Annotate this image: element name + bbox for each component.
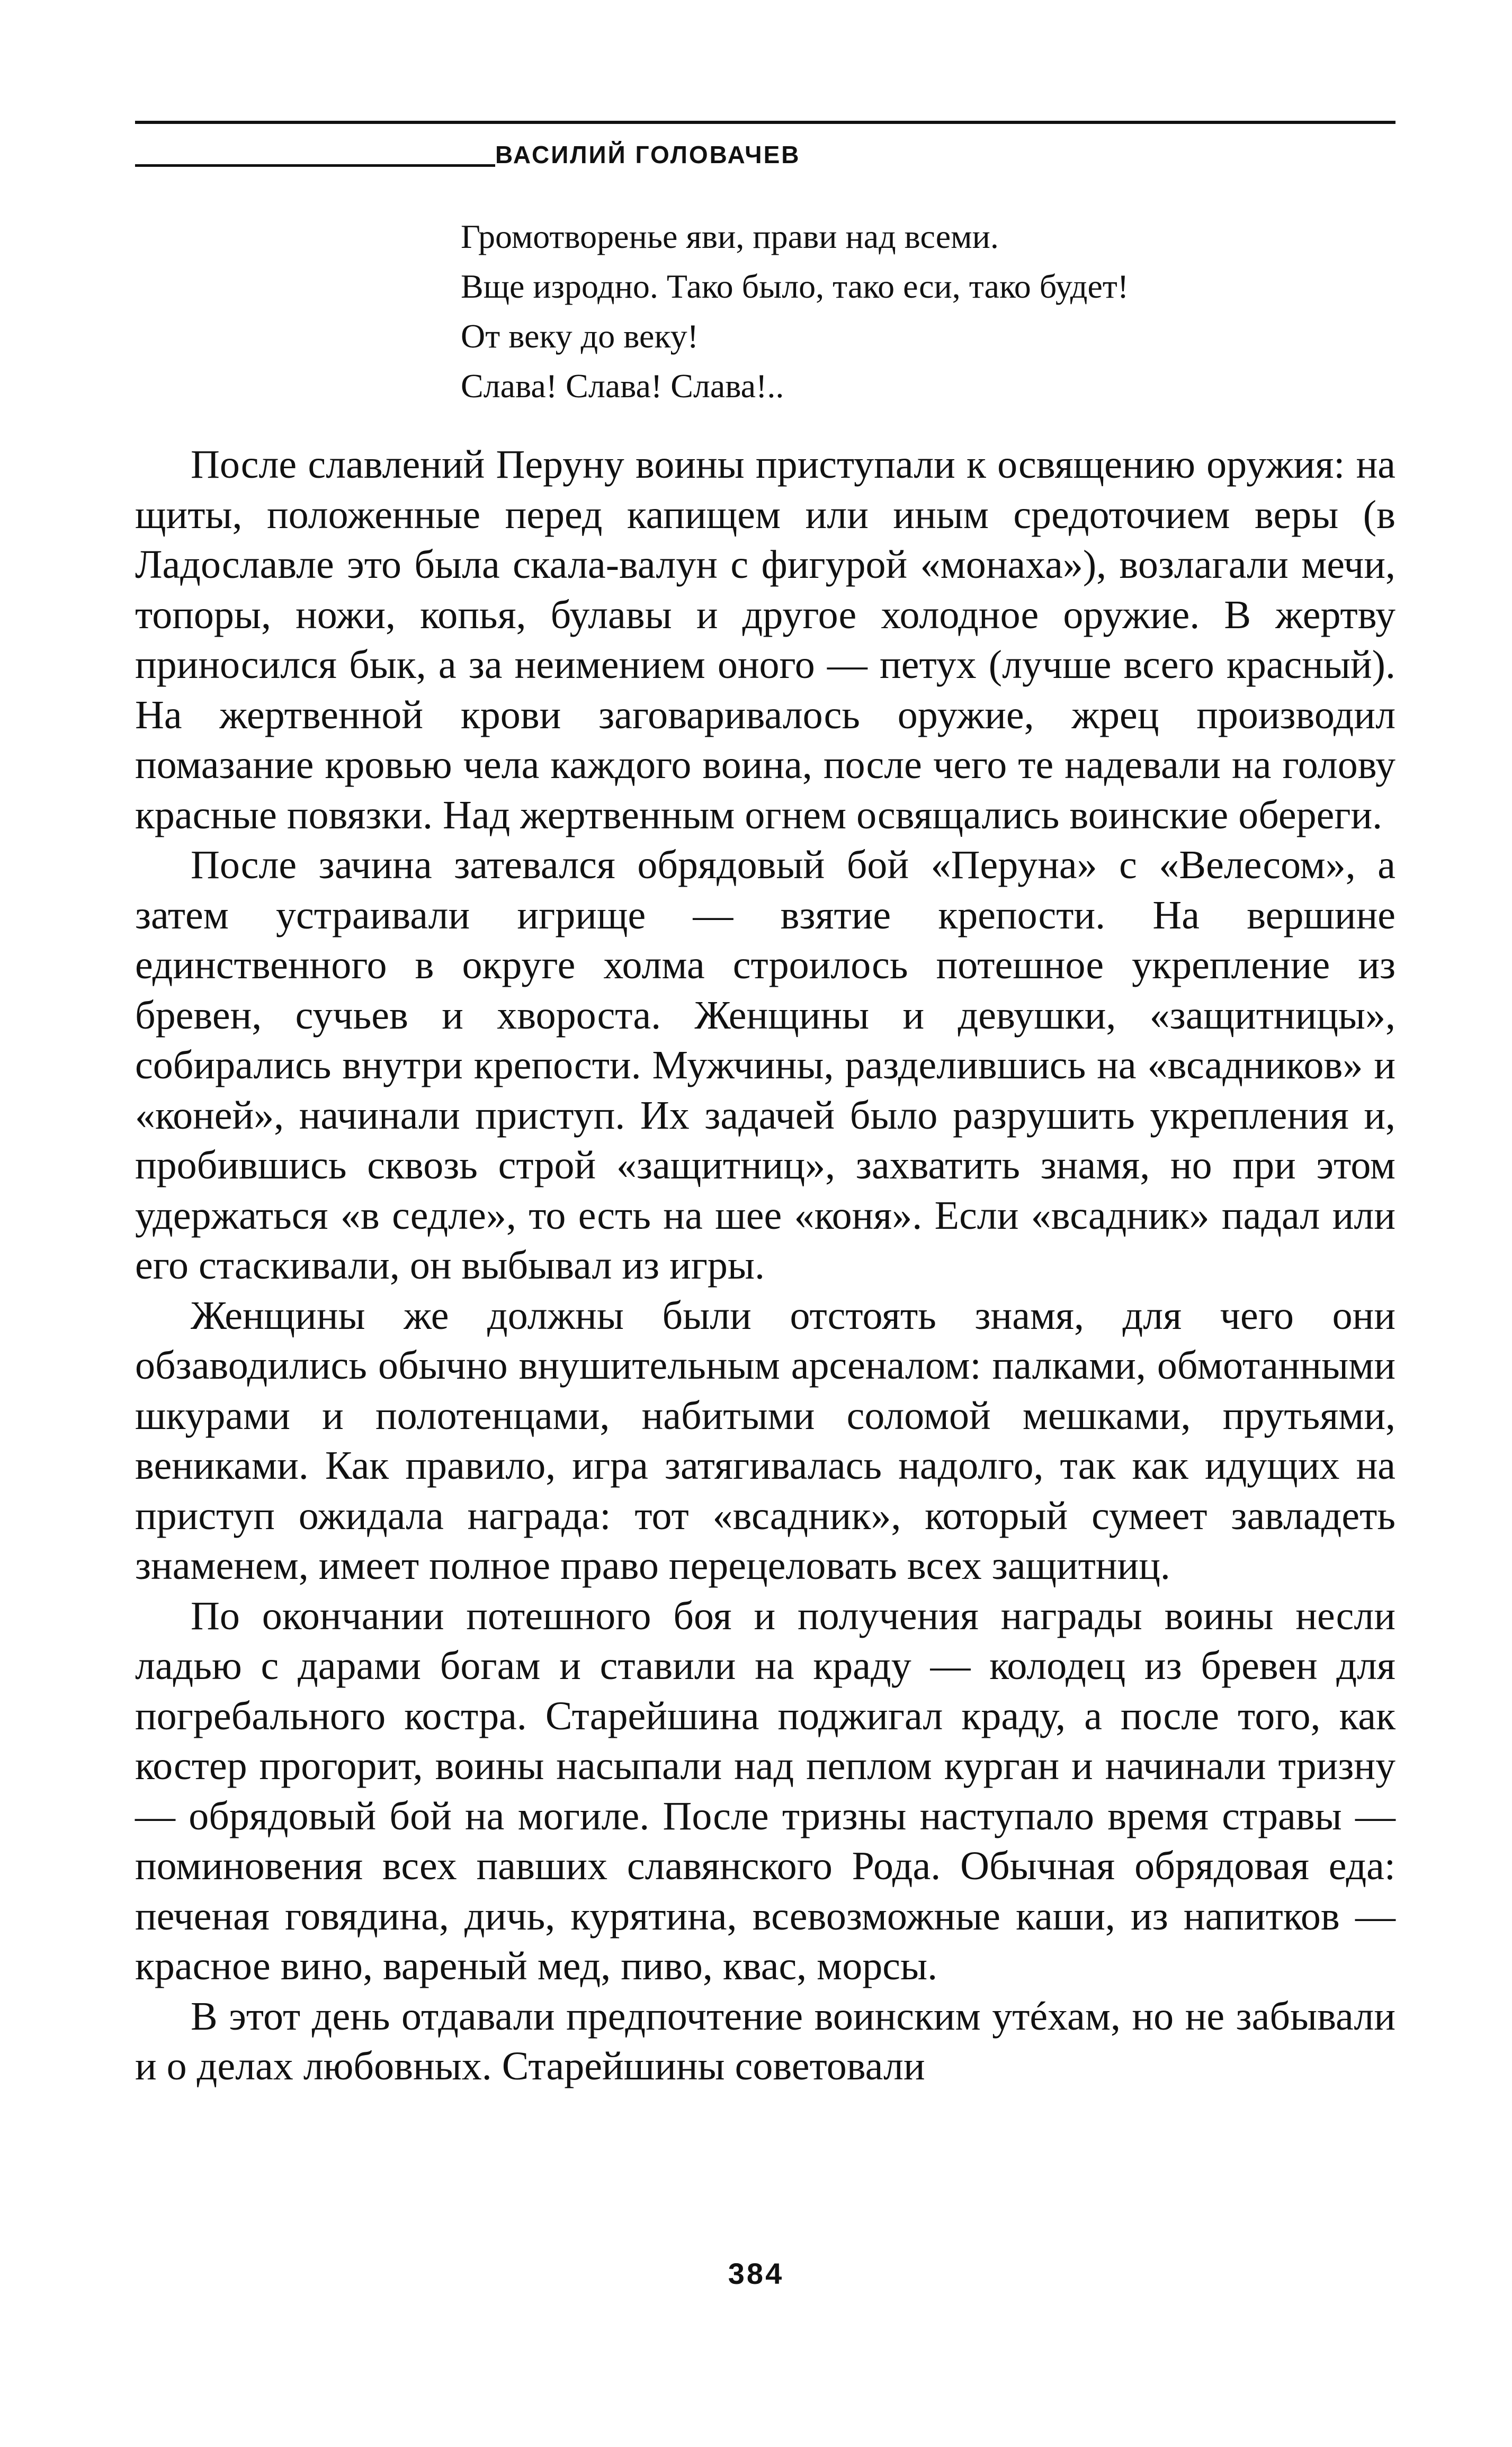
verse-line: Громотворенье яви, прави над всеми. xyxy=(461,218,999,255)
body-text xyxy=(135,440,1395,2092)
verse-line: Слава! Слава! Слава!.. xyxy=(461,367,784,405)
verse-block xyxy=(461,212,1393,411)
verse-line: От веку до веку! xyxy=(461,317,699,355)
page-header xyxy=(135,139,1395,176)
paragraph: В этот день отдавали предпочтение воинским утéхам, но не забывали и о делах любовных. Старейшины советовали xyxy=(135,1994,1395,2088)
paragraph: По окончании потешного боя и получения награды воины несли ладью с дарами богам и ставили на краду — колодец из бревен для погребального костра. Старейшина поджигал краду, а после того, как костер прогорит, воины насыпали над пеплом курган и начинали тризну — обрядовый бой на могиле. После тризны наступало время стравы — поминовения всех павших славянского Рода. Обычная обрядовая еда: печеная говядина, дичь, курятина, всевозможные каши, из напитков — красное вино, вареный мед, пиво, квас, морсы. xyxy=(135,1593,1395,1988)
paragraph: Женщины же должны были отстоять знамя, для чего они обзаводились обычно внушительным арсеналом: палками, обмотанными шкурами и полотенцами, набитыми соломой мешками, прутьями, вениками. Как правило, игра затягивалась надолго, так как идущих на приступ ожидала награда: тот «всадник», который сумеет завладеть знаменем, имеет полное право перецеловать всех защитниц. xyxy=(135,1293,1395,1588)
running-head-author: ВАСИЛИЙ ГОЛОВАЧЕВ xyxy=(495,141,801,168)
header-top-rule xyxy=(135,121,1395,124)
header-leader-rule xyxy=(135,164,495,167)
paragraph: После зачина затевался обрядовый бой «Перуна» с «Велесом», а затем устраивали игрище — взятие крепости. На вершине единственного в округе холма строилось потешное укрепление из бревен, сучьев и хвороста. Женщины и девушки, «защитницы», собирались внутри крепости. Мужчины, разделившись на «всадников» и «коней», начинали приступ. Их задачей было разрушить укрепления и, пробившись сквозь строй «защитниц», захватить знамя, но при этом удержаться «в седле», то есть на шее «коня». Если «всадник» падал или его стаскивали, он выбывал из игры. xyxy=(135,843,1395,1288)
paragraph: После славлений Перуну воины приступали к освящению оружия: на щиты, положенные перед капищем или иным средоточием веры (в Ладославле это была скала-валун с фигурой «монаха»), возлагали мечи, топоры, ножи, копья, булавы и другое холодное оружие. В жертву приносился бык, а за неимением оного — петух (лучше всего красный). На жертвенной крови заговаривалось оружие, жрец производил помазание кровью чела каждого воина, после чего те надевали на голову красные повязки. Над жертвенным огнем освящались воинские обереги. xyxy=(135,442,1395,837)
verse-line: Вще изродно. Тако было, тако еси, тако будет! xyxy=(461,267,1129,305)
page-number: 384 xyxy=(728,2257,784,2290)
